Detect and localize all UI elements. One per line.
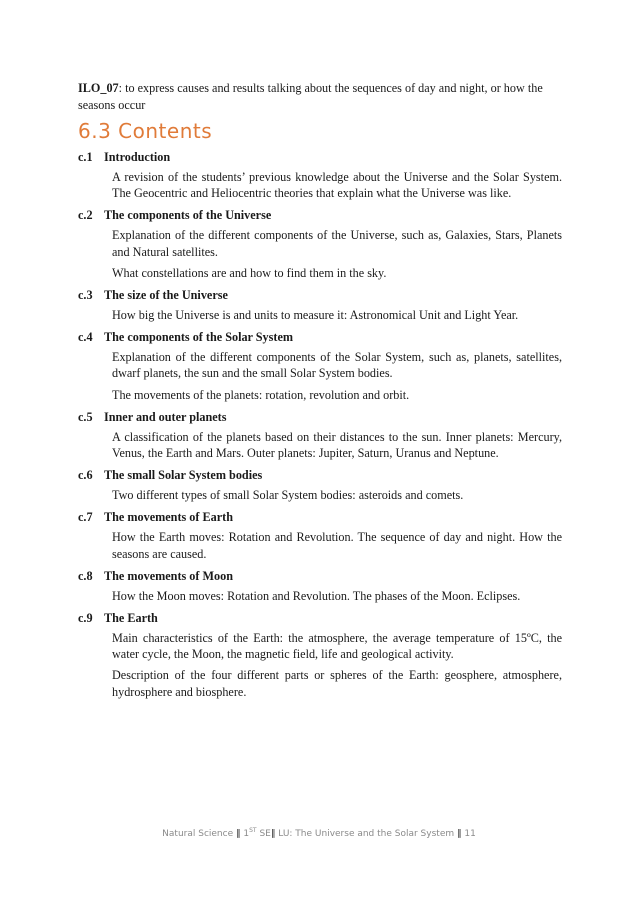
content-item <box>78 206 562 281</box>
content-item-title: The movements of Earth <box>104 510 233 525</box>
content-item-heading <box>78 508 562 526</box>
content-item-title: The movements of Moon <box>104 568 233 583</box>
page-footer <box>0 827 638 839</box>
content-item-description: Explanation of the different components of the Solar System, such as, planets, satellites, dwarf planets, the sun and the small Solar System bodies. <box>112 350 562 381</box>
content-item <box>78 466 562 503</box>
content-item-description: Description of the four different parts or spheres of the Earth: geosphere, atmosphere, hydrosphere and biosphere. <box>112 668 562 699</box>
section-title: 6.3 Contents <box>78 119 213 143</box>
content-item-number: c.5 <box>78 409 93 424</box>
footer-unit: LU: The Universe and the Solar System <box>278 829 455 839</box>
content-item-number: c.9 <box>78 611 93 626</box>
content-item-heading <box>78 206 562 224</box>
content-item-heading <box>78 148 562 166</box>
content-item <box>78 328 562 403</box>
content-item <box>78 408 562 461</box>
content-item-number: c.2 <box>78 208 93 223</box>
content-item-title: The size of the Universe <box>104 288 228 303</box>
content-item <box>78 609 562 700</box>
content-item-title: The small Solar System bodies <box>104 468 263 483</box>
content-item-number: c.7 <box>78 510 93 525</box>
content-item-title: Inner and outer planets <box>104 409 227 424</box>
content-item-heading <box>78 328 562 346</box>
content-item-heading <box>78 609 562 627</box>
content-item-number: c.4 <box>78 330 93 345</box>
content-item-description: What constellations are and how to find them in the sky. <box>112 265 387 280</box>
content-item <box>78 148 562 201</box>
content-item-title: The components of the Universe <box>104 208 272 223</box>
content-item-description: How the Moon moves: Rotation and Revolution. The phases of the Moon. Eclipses. <box>112 588 521 603</box>
objective-text: : to express causes and results talking about the sequences of day and night, or how the seasons occur <box>78 81 543 112</box>
content-item-description: How big the Universe is and units to measure it: Astronomical Unit and Light Year. <box>112 308 519 323</box>
content-item-description: Main characteristics of the Earth: the atmosphere, the average temperature of 15ºC, the water cycle, the Moon, the magnetic field, life and geological activity. <box>112 631 562 662</box>
content-item-description: Two different types of small Solar System bodies: asteroids and comets. <box>112 488 464 503</box>
content-item-description: A revision of the students’ previous knowledge about the Universe and the Solar System. The Geocentric and Heliocentric theories that explain what the Universe was like. <box>112 170 562 201</box>
footer-separator: ‖ <box>270 829 276 839</box>
footer-separator: ‖ <box>457 829 462 839</box>
content-item-description: Explanation of the different components of the Universe, such as, Galaxies, Stars, Planets and Natural satellites. <box>112 228 562 259</box>
content-item-number: c.1 <box>78 150 93 164</box>
content-item-heading <box>78 466 562 484</box>
content-item-title: Introduction <box>104 150 171 164</box>
footer-subject: Natural Science <box>162 829 234 839</box>
footer-grade: 1ST SE <box>243 827 271 839</box>
content-item-number: c.6 <box>78 468 93 483</box>
content-item-number: c.3 <box>78 288 93 303</box>
content-item-heading <box>78 567 562 585</box>
content-item-title: The Earth <box>104 611 158 626</box>
page-number: 11 <box>464 829 476 839</box>
contents-list <box>78 148 562 705</box>
content-item-heading <box>78 286 562 304</box>
content-item-description: How the Earth moves: Rotation and Revolution. The sequence of day and night. How the seasons are caused. <box>112 530 562 561</box>
content-item <box>78 567 562 604</box>
objective-code: ILO_07 <box>78 81 119 95</box>
content-item <box>78 508 562 561</box>
footer-separator: ‖ <box>236 829 241 839</box>
content-item-description: A classification of the planets based on their distances to the sun. Inner planets: Mercury, Venus, the Earth and Mars. Outer planets: Jupiter, Saturn, Uranus and Neptune. <box>112 429 562 461</box>
learning-objective <box>78 80 562 114</box>
content-item <box>78 286 562 323</box>
content-item-title: The components of the Solar System <box>104 330 294 345</box>
content-item-heading <box>78 408 562 426</box>
content-item-number: c.8 <box>78 568 93 583</box>
content-item-description: The movements of the planets: rotation, revolution and orbit. <box>112 387 410 402</box>
